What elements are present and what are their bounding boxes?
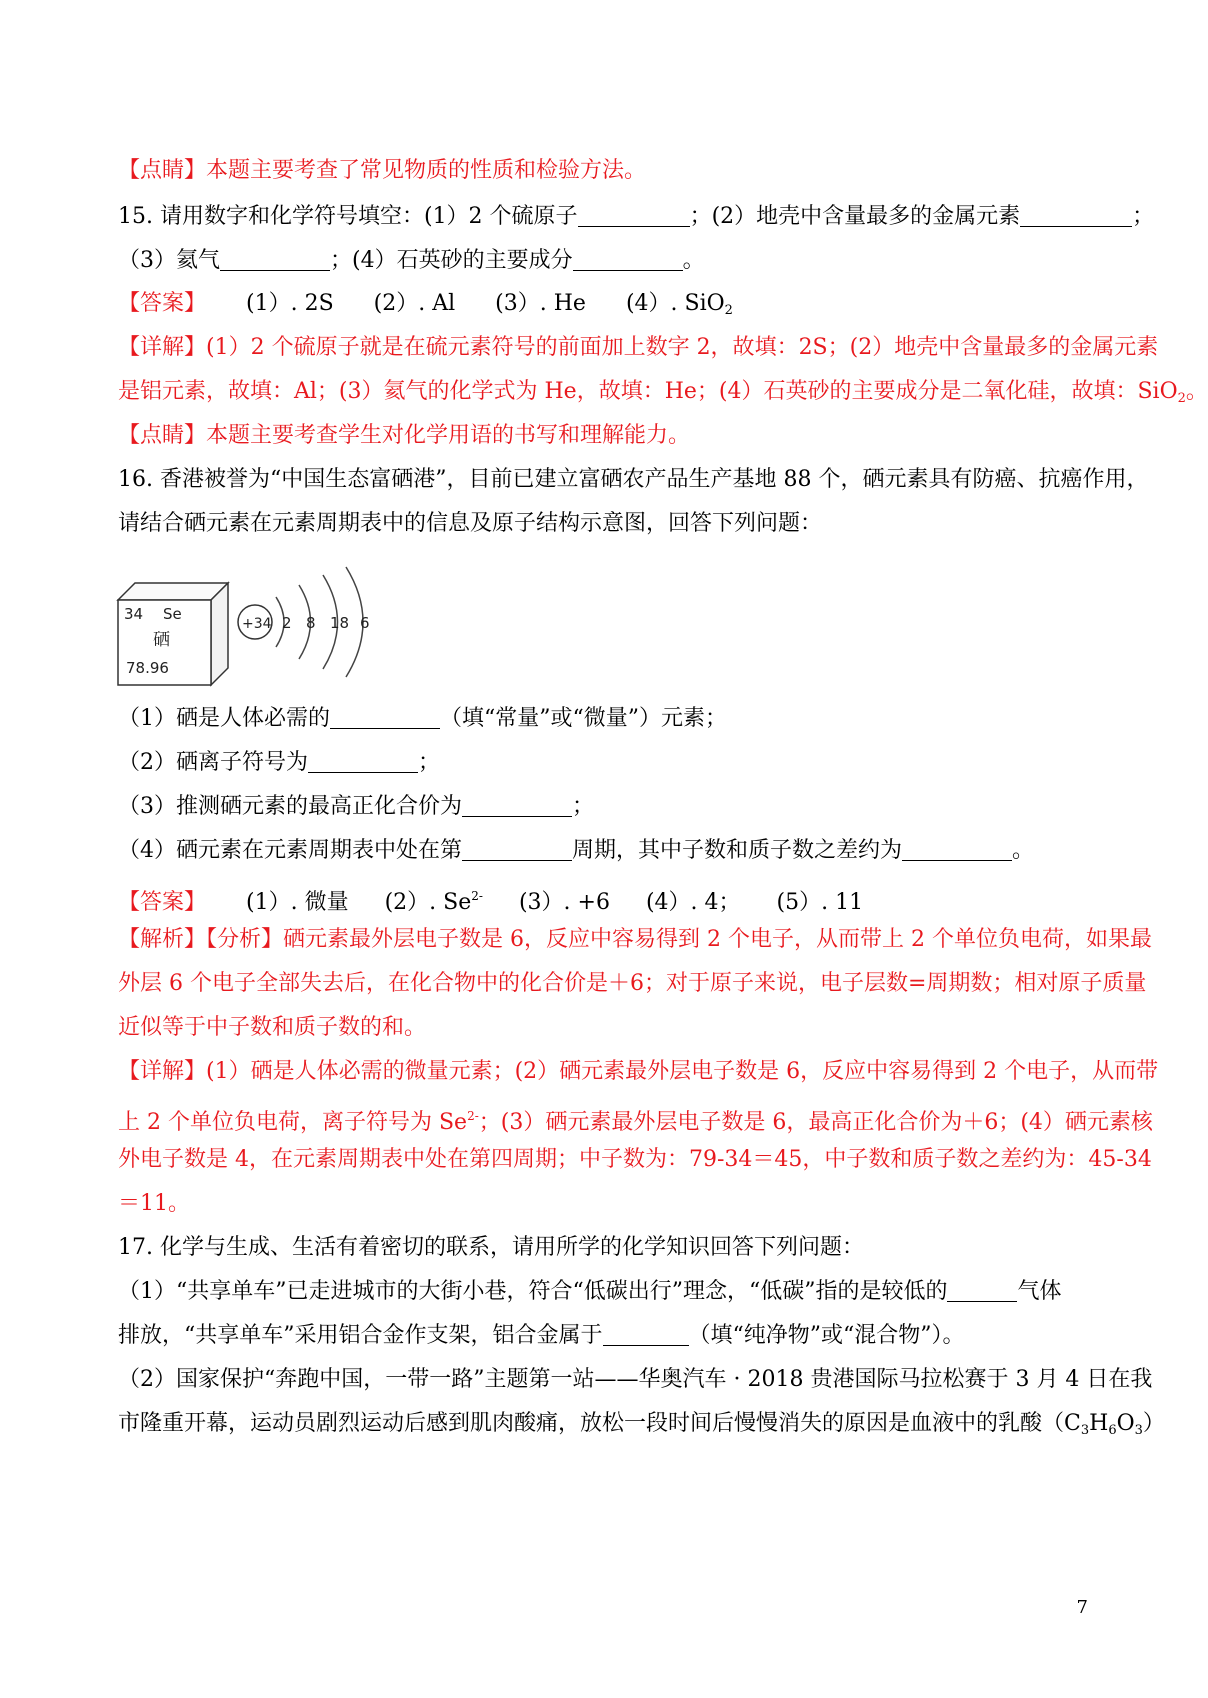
q17-part-2-line-2: [118, 1408, 1165, 1447]
text-segment: ）: [1142, 1411, 1165, 1436]
q15-line-2: [118, 245, 705, 277]
text-segment: 。: [1012, 838, 1035, 863]
answer-item: (3）. He: [495, 291, 586, 316]
shell-electrons: 8: [306, 614, 316, 632]
answer-blank: [947, 1279, 1017, 1302]
selenium-figure: [118, 575, 378, 690]
answer-item: (1）. 2S: [246, 291, 334, 316]
q17-part-1-line-2: [118, 1320, 965, 1352]
element-name: 硒: [153, 630, 170, 650]
subscript: 6: [1108, 1423, 1117, 1438]
text-segment: 是铝元素，故填：Al；(3）氦气的化学式为 He，故填：He；(4）石英砂的主要成分是二氧化硅，故填：SiO: [118, 379, 1178, 404]
answer-blank: [462, 838, 572, 861]
text-segment: （填“常量”或“微量”）元素；: [440, 706, 727, 731]
shell-electrons: 18: [330, 614, 350, 632]
answer-label: 【答案】: [118, 890, 207, 915]
text-segment: ；: [1132, 204, 1155, 229]
text-segment: ；: [418, 750, 441, 775]
text-segment: 15. 请用数字和化学符号填空：(1）2 个硫原子: [118, 204, 578, 229]
superscript: 2-: [467, 1109, 479, 1123]
text-segment: 周期，其中子数和质子数之差约为: [572, 838, 903, 863]
text-segment: （1）硒是人体必需的: [118, 706, 330, 731]
subscript: 3: [1134, 1423, 1143, 1438]
subscript: 2: [1177, 391, 1186, 406]
text-segment: 。: [1185, 379, 1208, 404]
shell-electrons: 6: [360, 614, 370, 632]
answer-item: (4）. 4；: [645, 890, 741, 915]
answer-16: [118, 880, 863, 919]
text-segment: 排放，“共享单车”采用铝合金作支架，铝合金属于: [118, 1323, 603, 1348]
detail-16-line-2: [118, 1100, 1153, 1139]
text-segment: 气体: [1017, 1279, 1062, 1304]
analysis-16-line-2: 外层 6 个电子全部失去后，在化合物中的化合价是＋6；对于原子来说，电子层数=周期数；相对原子质量: [118, 971, 1147, 996]
answer-label: 【答案】: [118, 291, 207, 316]
text-segment: ；(3）硒元素最外层电子数是 6，最高正化合价为＋6；(4）硒元素核: [478, 1110, 1153, 1135]
text-segment: （4）硒元素在元素周期表中处在第: [118, 838, 462, 863]
q16-line-2: 请结合硒元素在元素周期表中的信息及原子结构示意图，回答下列问题：: [118, 511, 823, 536]
answer-blank: [220, 248, 330, 271]
tip-line: 【点睛】本题主要考查了常见物质的性质和检验方法。: [118, 158, 647, 183]
answer-blank: [578, 204, 690, 227]
answer-blank: [902, 838, 1012, 861]
text-segment: ；(2）地壳中含量最多的金属元素: [689, 204, 1021, 229]
detail-15-line-2: [118, 376, 1208, 415]
page-number: 7: [1076, 1597, 1088, 1618]
answer-item: (2）. Al: [373, 291, 456, 316]
nucleus-charge: +34: [242, 616, 272, 632]
answer-blank: [573, 248, 683, 271]
q16-part-4: [118, 835, 1034, 867]
subscript: 2: [724, 303, 733, 318]
shell-electrons: 2: [282, 614, 292, 632]
text-segment: O: [1116, 1411, 1135, 1436]
text-segment: 上 2 个单位负电荷，离子符号为 Se: [118, 1110, 468, 1135]
answer-15: [118, 288, 733, 327]
q15-line-1: [118, 201, 1154, 233]
detail-16-line-4: ＝11。: [118, 1191, 190, 1216]
analysis-16-line-1: 【解析】【分析】硒元素最外层电子数是 6，反应中容易得到 2 个电子，从而带上 2 个单位负电荷，如果最: [118, 927, 1152, 952]
superscript: 2-: [471, 889, 483, 903]
answer-blank: [330, 706, 440, 729]
element-symbol: Se: [163, 605, 182, 623]
q16-part-3: [118, 791, 594, 823]
text-segment: ；: [572, 794, 595, 819]
answer-item: (1）. 微量: [246, 890, 349, 915]
answer-blank: [603, 1323, 689, 1346]
q16-part-2: [118, 747, 440, 779]
subscript: 3: [1080, 1423, 1090, 1438]
answer-item: (5）. 11: [776, 890, 864, 915]
answer-item: (2）. Se: [384, 890, 472, 915]
text-segment: （2）硒离子符号为: [118, 750, 308, 775]
text-segment: 。: [682, 248, 705, 273]
text-segment: （3）氦气: [118, 248, 220, 273]
tip-line: 【点睛】本题主要考查学生对化学用语的书写和理解能力。: [118, 423, 691, 448]
q17-part-2-line-1: （2）国家保护“奔跑中国，一带一路”主题第一站——华奥汽车 · 2018 贵港国际马拉松赛于 3 月 4 日在我: [118, 1367, 1153, 1392]
detail-16-line-1: 【详解】(1）硒是人体必需的微量元素；(2）硒元素最外层电子数是 6，反应中容易得到 2 个电子，从而带: [118, 1059, 1159, 1084]
answer-blank: [308, 750, 418, 773]
detail-15-line-1: 【详解】(1）2 个硫原子就是在硫元素符号的前面加上数字 2，故填：2S；(2）地壳中含量最多的金属元素: [118, 335, 1159, 360]
text-segment: （3）推测硒元素的最高正化合价为: [118, 794, 462, 819]
text-segment: 市隆重开幕，运动员剧烈运动后感到肌肉酸痛，放松一段时间后慢慢消失的原因是血液中的乳酸（C: [118, 1411, 1081, 1436]
q16-part-1: [118, 703, 727, 735]
text-segment: （1）“共享单车”已走进城市的大街小巷，符合“低碳出行”理念，“低碳”指的是较低的: [118, 1279, 948, 1304]
atomic-number: 34: [124, 605, 144, 623]
atomic-mass: 78.96: [126, 659, 169, 677]
answer-blank: [1020, 204, 1132, 227]
text-segment: H: [1089, 1411, 1109, 1436]
q17-line-1: 17. 化学与生成、生活有着密切的联系，请用所学的化学知识回答下列问题：: [118, 1235, 864, 1260]
answer-item: (4）. SiO: [625, 291, 725, 316]
text-segment: ；(4）石英砂的主要成分: [330, 248, 573, 273]
answer-item: (3）. +6: [518, 890, 610, 915]
analysis-16-line-3: 近似等于中子数和质子数的和。: [118, 1015, 427, 1040]
text-segment: （填“纯净物”或“混合物”）。: [688, 1323, 965, 1348]
q16-line-1: 16. 香港被誉为“中国生态富硒港”，目前已建立富硒农产品生产基地 88 个，硒元素具有防癌、抗癌作用，: [118, 467, 1149, 492]
answer-blank: [462, 794, 572, 817]
detail-16-line-3: 外电子数是 4，在元素周期表中处在第四周期；中子数为：79-34＝45，中子数和质子数之差约为：45-34: [118, 1147, 1152, 1172]
q17-part-1-line-1: [118, 1276, 1062, 1308]
